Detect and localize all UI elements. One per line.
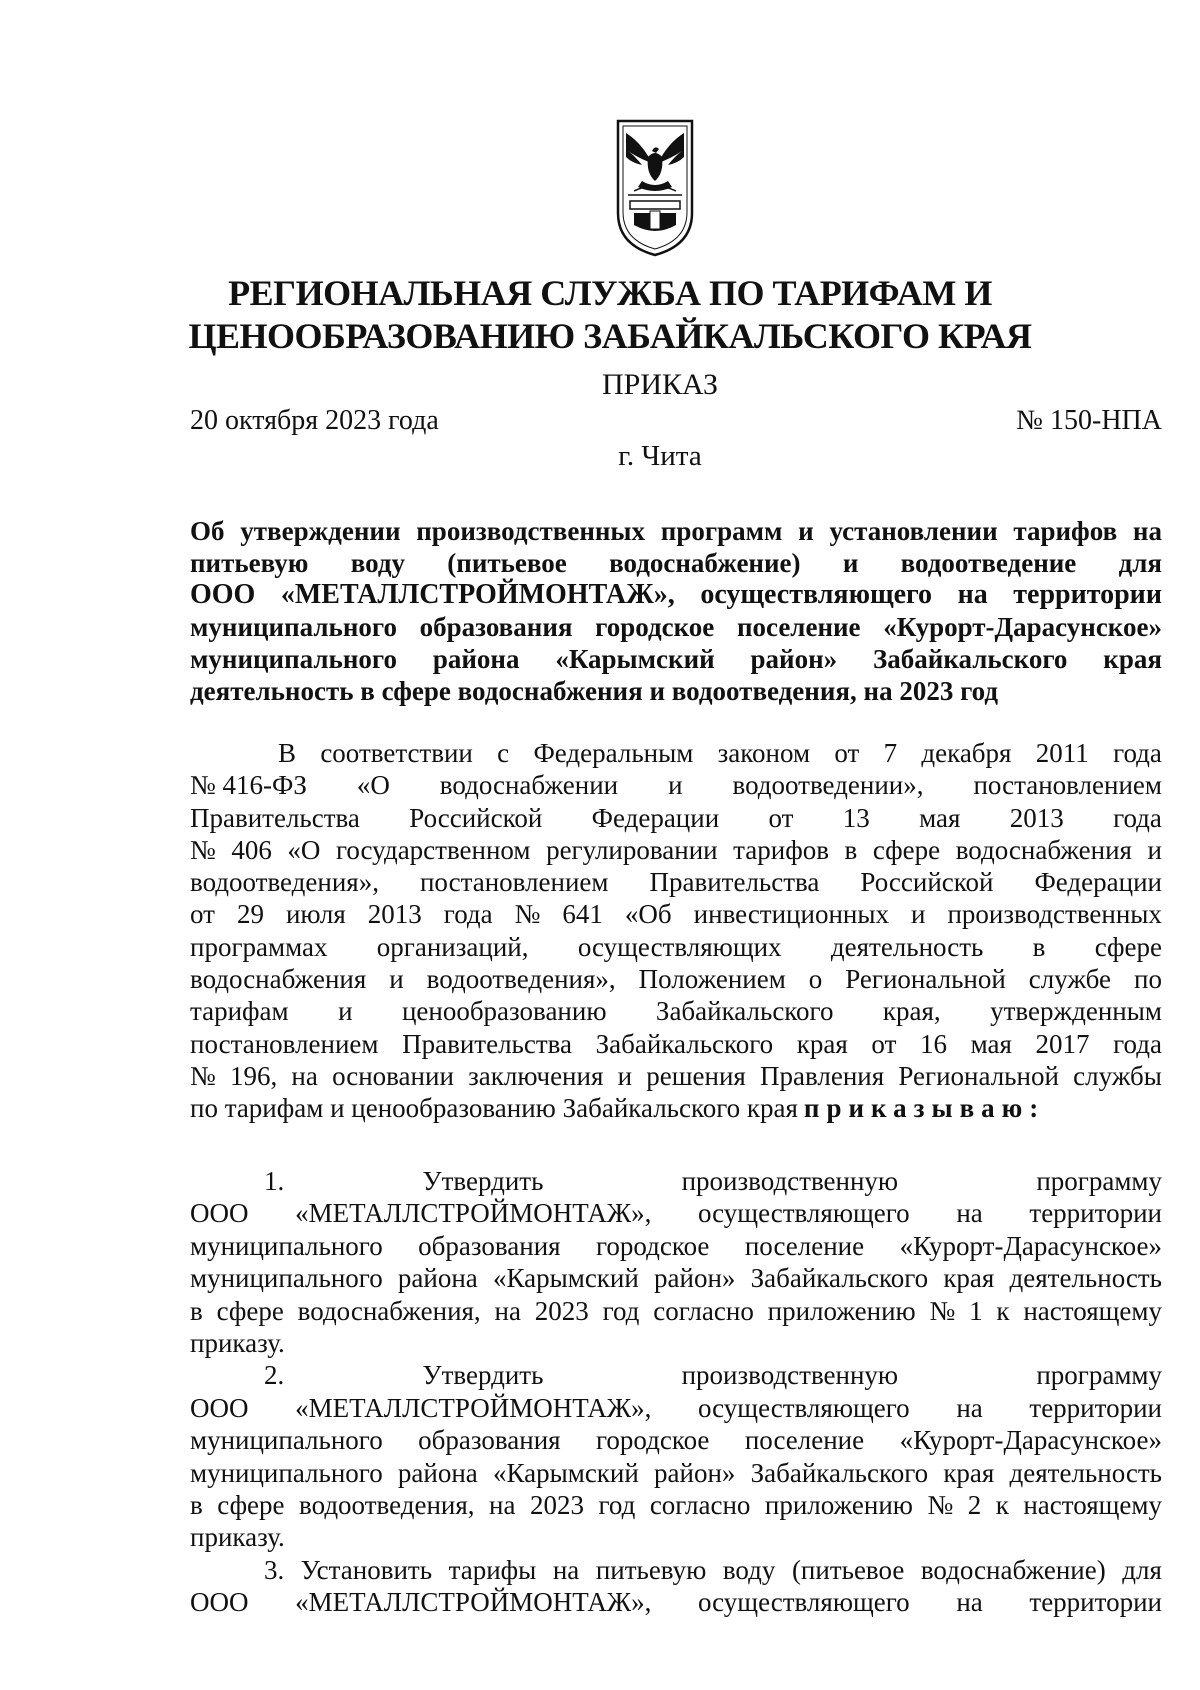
preamble-word: Правительства bbox=[402, 1028, 573, 1059]
document-number: № 150-НПА bbox=[1016, 405, 1162, 436]
order-item-word: № bbox=[929, 1295, 956, 1326]
organization-name-line2: ЦЕНООБРАЗОВАНИЮ ЗАБАЙКАЛЬСКОГО КРАЯ bbox=[188, 316, 1032, 356]
title-word: воду bbox=[350, 548, 405, 578]
preamble-line bbox=[190, 834, 1162, 866]
preamble-word: постановлением bbox=[190, 1028, 379, 1059]
order-item-word: территории bbox=[1029, 1392, 1162, 1423]
order-item-word: «Карымский bbox=[492, 1263, 639, 1294]
preamble-word: службе bbox=[1028, 964, 1112, 995]
preamble-word: «О bbox=[356, 770, 390, 801]
preamble-line bbox=[190, 737, 1162, 769]
order-item-line bbox=[190, 1295, 1162, 1327]
preamble-word: программах bbox=[190, 931, 328, 962]
preamble-word: 196, bbox=[229, 1060, 278, 1091]
preamble-word: Федеральным bbox=[533, 738, 694, 768]
preamble-word: 29 bbox=[236, 899, 264, 930]
order-item-line bbox=[190, 1262, 1162, 1294]
order-item-word: 2 bbox=[967, 1489, 982, 1520]
preamble-line bbox=[190, 802, 1162, 834]
order-item-word: приказу. bbox=[190, 1522, 285, 1553]
title-word: муниципального bbox=[190, 612, 397, 642]
document-city: г. Чита bbox=[618, 440, 702, 472]
order-item-word: 2. bbox=[264, 1360, 285, 1391]
preamble-word: 2013 bbox=[367, 899, 422, 930]
order-item-word: Установить bbox=[300, 1554, 433, 1585]
preamble-word: года bbox=[1113, 738, 1162, 768]
order-item-word: «МЕТАЛЛСТРОЙМОНТАЖ», bbox=[295, 1587, 652, 1618]
title-word: и bbox=[842, 548, 859, 578]
title-word: район» bbox=[750, 644, 838, 674]
title-line bbox=[190, 643, 1162, 675]
preamble-word: года bbox=[443, 899, 493, 930]
preamble-word: и bbox=[911, 899, 926, 930]
document-date: 20 октября 2023 года bbox=[190, 405, 439, 436]
title-word: муниципального bbox=[190, 644, 397, 674]
order-item-word: на bbox=[956, 1392, 983, 1423]
order-item-word: сфере bbox=[217, 1489, 285, 1520]
order-item-word: воду bbox=[722, 1554, 776, 1585]
order-item-line bbox=[190, 1554, 1162, 1586]
order-item-word: «Курорт-Дарасунское» bbox=[899, 1230, 1162, 1261]
preamble-line bbox=[190, 769, 1162, 801]
order-item-word: тарифы bbox=[448, 1554, 537, 1585]
order-item-word: 3. bbox=[264, 1554, 285, 1585]
title-line bbox=[190, 579, 1162, 611]
title-line bbox=[190, 611, 1162, 643]
preamble-word: 2013 bbox=[1009, 802, 1064, 833]
order-item-word: городское bbox=[596, 1230, 710, 1261]
preamble-word: Региональной bbox=[845, 964, 1006, 995]
order-item-word: к bbox=[995, 1489, 1009, 1520]
order-item-line bbox=[190, 1457, 1162, 1489]
preamble-word: деятельность bbox=[830, 931, 984, 962]
order-item-word: «Карымский bbox=[492, 1457, 639, 1488]
order-item-word: № bbox=[927, 1489, 954, 1520]
title-word: Забайкальского bbox=[873, 644, 1068, 674]
title-word: «Курорт-Дарасунское» bbox=[883, 612, 1162, 642]
preamble-word: постановлением bbox=[419, 867, 609, 898]
order-item-word: водоснабжения, bbox=[297, 1295, 481, 1326]
preamble-word: с bbox=[497, 738, 510, 768]
preamble-word: о bbox=[808, 964, 823, 995]
order-item-word: осуществляющего bbox=[698, 1198, 910, 1229]
order-item-word: согласно bbox=[649, 1489, 751, 1520]
preamble-word: основании bbox=[332, 1060, 454, 1091]
preamble-word: заключения bbox=[468, 1060, 604, 1091]
order-item-word: муниципального bbox=[190, 1263, 383, 1294]
zabaykalsky-krai-coat-of-arms-icon bbox=[612, 115, 698, 260]
preamble-word: водоснабжения bbox=[190, 964, 367, 995]
order-item-word: приказу. bbox=[190, 1327, 285, 1358]
title-word: программ bbox=[660, 516, 783, 546]
order-items bbox=[190, 1165, 1162, 1618]
preamble-word: края bbox=[796, 1028, 848, 1059]
order-item-word: Утвердить bbox=[422, 1166, 544, 1196]
order-item-word: на bbox=[956, 1198, 983, 1229]
order-item-word: ООО bbox=[190, 1392, 249, 1423]
title-word: «МЕТАЛЛСТРОЙМОНТАЖ», bbox=[280, 579, 675, 610]
title-word: «Карымский bbox=[555, 644, 715, 674]
order-item-word: муниципального bbox=[190, 1425, 383, 1456]
order-item-word: края bbox=[943, 1457, 995, 1488]
order-item-line bbox=[190, 1521, 1162, 1553]
order-item-line bbox=[190, 1392, 1162, 1424]
preamble-word: Региональной bbox=[898, 1060, 1059, 1091]
order-item-word: образования bbox=[418, 1230, 561, 1261]
title-word: установлении bbox=[829, 516, 998, 546]
title-word: (питьевое bbox=[447, 548, 567, 578]
title-word: питьевую bbox=[190, 548, 309, 578]
order-item-word: производственную bbox=[681, 1360, 899, 1391]
preamble-word: утвержденным bbox=[990, 996, 1162, 1027]
order-item-word: питьевую bbox=[595, 1554, 707, 1585]
order-item-word: 2023 bbox=[534, 1295, 589, 1326]
preamble-word: Правительства bbox=[649, 867, 820, 898]
preamble-word: тарифов bbox=[733, 834, 829, 865]
preamble-word: «Об bbox=[624, 899, 672, 930]
title-word: для bbox=[1118, 548, 1162, 578]
title-word: образования bbox=[419, 612, 573, 642]
order-item-word: год bbox=[598, 1489, 636, 1520]
preamble-line bbox=[190, 963, 1162, 995]
order-item-word: края bbox=[943, 1263, 995, 1294]
preamble-word: водоотведения», bbox=[426, 964, 616, 995]
title-word: городское bbox=[595, 612, 715, 642]
title-word: осуществляющего bbox=[700, 579, 933, 610]
preamble-word: Положением bbox=[638, 964, 786, 995]
order-item-line bbox=[190, 1230, 1162, 1262]
title-line bbox=[190, 675, 1162, 707]
preamble-word: по тарифам и ценообразованию Забайкальского края bbox=[190, 1093, 798, 1124]
title-word: и bbox=[798, 516, 814, 546]
title-word: деятельность в сфере водоснабжения и водоотведения, на 2023 год bbox=[190, 676, 999, 706]
order-item-word: в bbox=[190, 1295, 203, 1326]
preamble-word: службы bbox=[1073, 1060, 1162, 1091]
order-item-word: для bbox=[1122, 1554, 1162, 1585]
preamble-word: водоснабжении bbox=[439, 770, 619, 801]
preamble-word: законом bbox=[717, 738, 811, 768]
order-item-word: район» bbox=[654, 1263, 736, 1294]
preamble-word: года bbox=[1113, 802, 1162, 833]
title-word: на bbox=[957, 579, 988, 610]
order-item-word: район» bbox=[654, 1457, 736, 1488]
preamble-word: 2011 bbox=[1035, 738, 1089, 768]
title-word: района bbox=[432, 644, 520, 674]
order-item-word: 1. bbox=[264, 1166, 285, 1196]
order-item-word: муниципального bbox=[190, 1230, 383, 1261]
document-title bbox=[190, 515, 1162, 707]
order-word-emphasized: приказываю: bbox=[803, 1093, 1046, 1124]
order-item-word: (питьевое bbox=[791, 1554, 905, 1585]
preamble-word: 13 bbox=[842, 802, 870, 833]
preamble-word: мая bbox=[919, 802, 961, 833]
preamble-word: и bbox=[617, 1060, 633, 1091]
order-item-word: района bbox=[397, 1263, 478, 1294]
title-word: на bbox=[1132, 516, 1162, 546]
preamble-word: соответствии bbox=[320, 738, 473, 768]
preamble-paragraph bbox=[190, 737, 1162, 1125]
order-item-word: на bbox=[489, 1489, 516, 1520]
order-item-line bbox=[190, 1586, 1162, 1618]
document-type: ПРИКАЗ bbox=[602, 368, 718, 401]
preamble-word: и bbox=[338, 996, 353, 1027]
order-item-word: района bbox=[397, 1457, 478, 1488]
preamble-line bbox=[190, 1092, 1162, 1124]
preamble-line bbox=[190, 931, 1162, 963]
preamble-word: № 416-ФЗ bbox=[190, 770, 307, 801]
preamble-word: № bbox=[514, 899, 541, 930]
preamble-word: и bbox=[668, 770, 683, 801]
preamble-word: от bbox=[768, 802, 794, 833]
title-word: поселение bbox=[736, 612, 861, 642]
preamble-word: сфере bbox=[872, 834, 941, 865]
preamble-word: по bbox=[1134, 964, 1162, 995]
preamble-word: № bbox=[190, 1060, 216, 1091]
preamble-word: декабря bbox=[921, 738, 1012, 768]
preamble-word: организаций, bbox=[376, 931, 529, 962]
order-item-word: настоящему bbox=[1023, 1295, 1162, 1326]
preamble-word: постановлением bbox=[973, 770, 1162, 801]
preamble-word: Российской bbox=[860, 867, 994, 898]
order-item-word: осуществляющего bbox=[698, 1392, 910, 1423]
title-word: производственных bbox=[416, 516, 646, 546]
title-word: водоснабжение) bbox=[609, 548, 801, 578]
preamble-word: 7 bbox=[883, 738, 898, 768]
title-line bbox=[190, 515, 1162, 547]
preamble-word: и bbox=[1147, 834, 1162, 865]
order-item-word: сфере bbox=[216, 1295, 284, 1326]
order-item-word: водоснабжение) bbox=[920, 1554, 1106, 1585]
order-item-line bbox=[190, 1359, 1162, 1391]
preamble-word: Федерации bbox=[1034, 867, 1162, 898]
order-item-word: на bbox=[552, 1554, 580, 1585]
preamble-word: ценообразованию bbox=[401, 996, 607, 1027]
order-item-word: на bbox=[956, 1587, 983, 1618]
preamble-word: производственных bbox=[947, 899, 1162, 930]
preamble-word: В bbox=[278, 738, 297, 768]
title-word: тарифов bbox=[1013, 516, 1118, 546]
preamble-word: № bbox=[190, 834, 216, 865]
title-word: водоотведение bbox=[900, 548, 1077, 578]
coat-of-arms-emblem bbox=[612, 115, 698, 260]
order-item-word: «МЕТАЛЛСТРОЙМОНТАЖ», bbox=[295, 1392, 652, 1423]
order-item-line bbox=[190, 1165, 1162, 1197]
preamble-line bbox=[190, 866, 1162, 898]
order-item-word: муниципального bbox=[190, 1457, 383, 1488]
order-item-word: приложению bbox=[767, 1295, 916, 1326]
preamble-word: Забайкальского bbox=[595, 1028, 774, 1059]
order-item-word: производственную bbox=[681, 1166, 899, 1196]
preamble-word: инвестиционных bbox=[693, 899, 889, 930]
preamble-word: государственном bbox=[335, 834, 531, 865]
order-item-word: в bbox=[190, 1489, 203, 1520]
preamble-word: Правительства bbox=[190, 802, 360, 833]
order-item-word: год bbox=[602, 1295, 640, 1326]
preamble-word: водоотведения», bbox=[190, 867, 379, 898]
order-item-word: Забайкальского bbox=[750, 1263, 929, 1294]
order-item-word: деятельность bbox=[1009, 1457, 1162, 1488]
preamble-word: 16 bbox=[919, 1028, 947, 1059]
preamble-word: Забайкальского bbox=[655, 996, 834, 1027]
preamble-word: от bbox=[834, 738, 860, 768]
preamble-line bbox=[190, 898, 1162, 930]
order-item-word: ООО bbox=[190, 1587, 249, 1618]
preamble-word: июля bbox=[285, 899, 346, 930]
order-item-line bbox=[190, 1197, 1162, 1229]
preamble-word: осуществляющих bbox=[577, 931, 782, 962]
title-word: края bbox=[1103, 644, 1162, 674]
order-item-word: ООО bbox=[190, 1198, 249, 1229]
order-item-word: территории bbox=[1029, 1587, 1162, 1618]
order-item-word: поселение bbox=[744, 1425, 865, 1456]
order-item-word: деятельность bbox=[1009, 1263, 1162, 1294]
preamble-word: и bbox=[389, 964, 404, 995]
title-line bbox=[190, 547, 1162, 579]
preamble-word: сфере bbox=[1094, 931, 1162, 962]
order-item-word: настоящему bbox=[1023, 1489, 1162, 1520]
preamble-word: края, bbox=[882, 996, 941, 1027]
order-item-line bbox=[190, 1424, 1162, 1456]
order-item-line bbox=[190, 1327, 1162, 1359]
title-word: утверждении bbox=[240, 516, 401, 546]
preamble-word: тарифам bbox=[190, 996, 289, 1027]
preamble-line bbox=[190, 1028, 1162, 1060]
order-item-word: водоотведения, bbox=[299, 1489, 475, 1520]
title-word: Об bbox=[190, 516, 225, 546]
preamble-word: 641 bbox=[562, 899, 603, 930]
order-item-line bbox=[190, 1489, 1162, 1521]
order-item-word: программу bbox=[1036, 1166, 1162, 1196]
title-word: территории bbox=[1013, 579, 1162, 610]
order-item-word: территории bbox=[1029, 1198, 1162, 1229]
preamble-word: Российской bbox=[409, 802, 543, 833]
preamble-word: в bbox=[1032, 931, 1046, 962]
organization-name-line1: РЕГИОНАЛЬНАЯ СЛУЖБА ПО ТАРИФАМ И bbox=[228, 273, 992, 313]
preamble-word: в bbox=[844, 834, 858, 865]
preamble-word: решения bbox=[646, 1060, 746, 1091]
order-item-word: «МЕТАЛЛСТРОЙМОНТАЖ», bbox=[295, 1198, 652, 1229]
order-item-word: к bbox=[996, 1295, 1010, 1326]
preamble-word: Федерации bbox=[591, 802, 720, 833]
order-item-word: осуществляющего bbox=[698, 1587, 910, 1618]
order-item-word: на bbox=[494, 1295, 521, 1326]
order-item-word: поселение bbox=[744, 1230, 865, 1261]
preamble-word: 406 bbox=[231, 834, 272, 865]
preamble-line bbox=[190, 995, 1162, 1027]
preamble-word: от bbox=[190, 899, 215, 930]
order-item-word: приложению bbox=[764, 1489, 913, 1520]
order-item-word: 1 bbox=[969, 1295, 983, 1326]
preamble-word: регулировании bbox=[546, 834, 718, 865]
preamble-word: Правления bbox=[760, 1060, 885, 1091]
order-item-word: Утвердить bbox=[422, 1360, 544, 1391]
preamble-word: водоотведении», bbox=[732, 770, 924, 801]
preamble-word: 2017 bbox=[1035, 1028, 1090, 1059]
preamble-word: «О bbox=[287, 834, 321, 865]
order-item-word: образования bbox=[418, 1425, 561, 1456]
order-item-word: городское bbox=[596, 1425, 710, 1456]
preamble-word: года bbox=[1113, 1028, 1162, 1059]
order-item-word: «Курорт-Дарасунское» bbox=[899, 1425, 1162, 1456]
preamble-word: на bbox=[291, 1060, 318, 1091]
order-item-word: согласно bbox=[653, 1295, 754, 1326]
preamble-word: от bbox=[871, 1028, 897, 1059]
order-item-word: Забайкальского bbox=[750, 1457, 929, 1488]
preamble-line bbox=[190, 1060, 1162, 1092]
order-item-word: программу bbox=[1036, 1360, 1162, 1391]
preamble-word: водоснабжения bbox=[955, 834, 1132, 865]
preamble-word: мая bbox=[970, 1028, 1012, 1059]
order-item-word: 2023 bbox=[529, 1489, 584, 1520]
title-word: ООО bbox=[190, 579, 256, 610]
